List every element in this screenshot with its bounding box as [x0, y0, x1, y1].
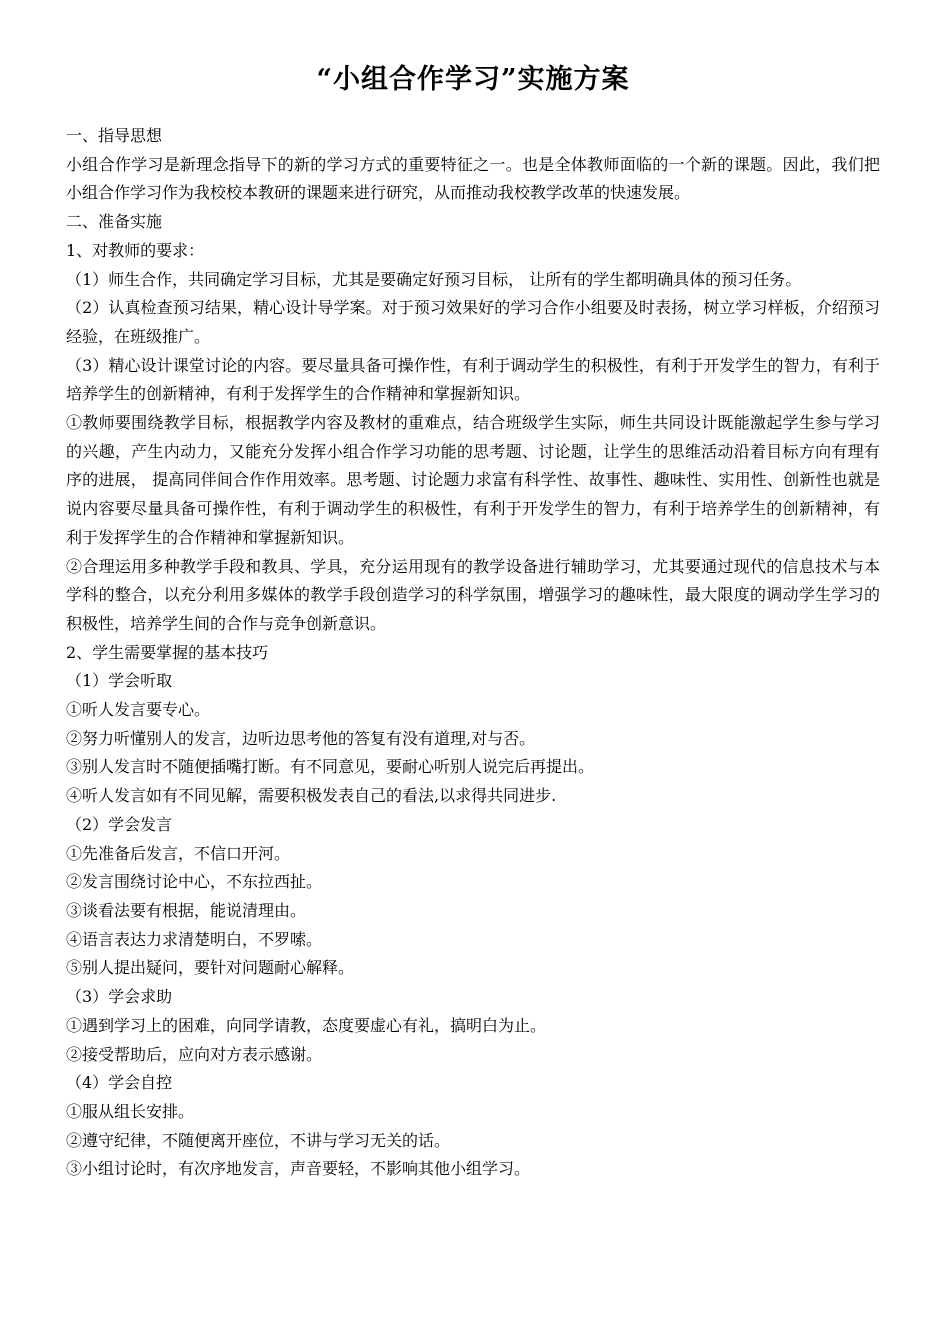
- list-item: ①先准备后发言，不信口开河。: [66, 843, 291, 863]
- subheading-teacher-requirements: 1、对教师的要求：: [66, 240, 205, 260]
- list-item: ①听人发言要专心。: [66, 700, 211, 720]
- list-item-teacher-1: （1）师生合作，共同确定学习目标，尤其是要确定好预习目标， 让所有的学生都明确具体的预习任务。: [66, 269, 802, 289]
- section-heading-preparation: 二、准备实施: [66, 212, 163, 232]
- list-item: ③小组讨论时，有次序地发言，声音要轻，不影响其他小组学习。: [66, 1159, 531, 1179]
- list-item: ⑤别人提出疑问，要针对问题耐心解释。: [66, 958, 355, 978]
- list-item: ①服从组长安排。: [66, 1101, 195, 1121]
- paragraph-guiding-ideology: 小组合作学习是新理念指导下的新的学习方式的重要特征之一。也是全体教师面临的一个新的课题。因此，我们把小组合作学习作为我校校本教研的课题来进行研究，从而推动我校教学改革的快速发展。: [66, 154, 880, 203]
- skill-heading-speaking: （2）学会发言: [66, 814, 173, 834]
- list-item: ②接受帮助后，应向对方表示感谢。: [66, 1044, 323, 1064]
- skill-heading-listening: （1）学会听取: [66, 671, 173, 691]
- list-item: ②努力听懂别人的发言，边听边思考他的答复有没有道理,对与否。: [66, 728, 536, 748]
- list-item: ③谈看法要有根据，能说清理由。: [66, 900, 307, 920]
- document-title: “小组合作学习”实施方案: [316, 64, 630, 95]
- list-item-teacher-2: （2）认真检查预习结果，精心设计导学案。对于预习效果好的学习合作小组要及时表扬，树立学习样板，介绍预习经验，在班级推广。: [66, 298, 880, 346]
- section-heading-guiding-ideology: 一、指导思想: [66, 126, 163, 145]
- list-item-teacher-3-point-2: ②合理运用多种教学手段和教具、学具，充分运用现有的教学设备进行辅助学习，尤其要通过现代的信息技术与本学科的整合，以充分利用多媒体的教学手段创造学习的科学氛围，增强学习的趣味性，最大限度的调动学生学习的积极性，培养学生间的合作与竞争创新意识。: [66, 556, 880, 633]
- list-item-teacher-3: （3）精心设计课堂讨论的内容。要尽量具备可操作性，有利于调动学生的积极性，有利于开发学生的智力，有利于培养学生的创新精神，有利于发挥学生的合作精神和掌握新知识。: [66, 355, 880, 404]
- document-body: [66, 122, 880, 1184]
- list-item: ②发言围绕讨论中心，不东拉西扯。: [66, 872, 323, 892]
- list-item: ②遵守纪律，不随便离开座位，不讲与学习无关的话。: [66, 1130, 451, 1150]
- list-item-teacher-3-point-1: ①教师要围绕教学目标，根据教学内容及教材的重难点，结合班级学生实际，师生共同设计既能激起学生参与学习的兴趣，产生内动力，又能充分发挥小组合作学习功能的思考题、讨论题，让学生的思维活动沿着目标方向有理有序的进展， 提高同伴间合作作用效率。思考题、讨论题力求富有科学性、故事性、趣味性、实用性、创新性也就是说内容要尽量具备可操作性，有利于调动学生的积极性，有利于开发学生的智力，有利于培养学生的创新精神，有利于发挥学生的合作精神和掌握新知识。: [66, 413, 880, 547]
- list-item: ④语言表达力求清楚明白，不罗嗦。: [66, 929, 323, 949]
- list-item: ④听人发言如有不同见解，需要积极发表自己的看法,以求得共同进步.: [66, 786, 557, 806]
- subheading-student-skills: 2、学生需要掌握的基本技巧: [66, 642, 269, 662]
- skill-heading-self-control: （4）学会自控: [66, 1073, 173, 1093]
- list-item: ①遇到学习上的困难，向同学请教，态度要虚心有礼，搞明白为止。: [66, 1015, 547, 1035]
- list-item: ③别人发言时不随便插嘴打断。有不同意见，要耐心听别人说完后再提出。: [66, 757, 595, 777]
- skill-heading-asking-help: （3）学会求助: [66, 987, 173, 1007]
